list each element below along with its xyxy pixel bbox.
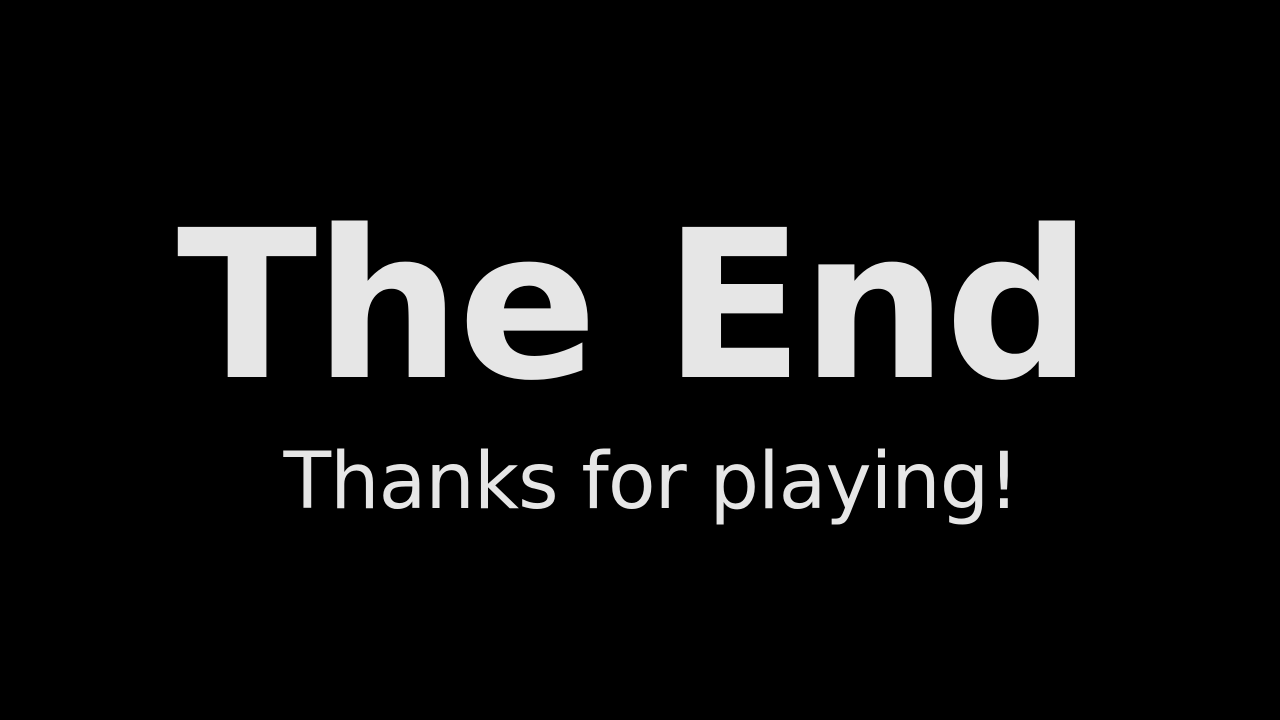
end-title: The End [176,186,1090,426]
thanks-message: Thanks for playing! [283,437,1019,527]
